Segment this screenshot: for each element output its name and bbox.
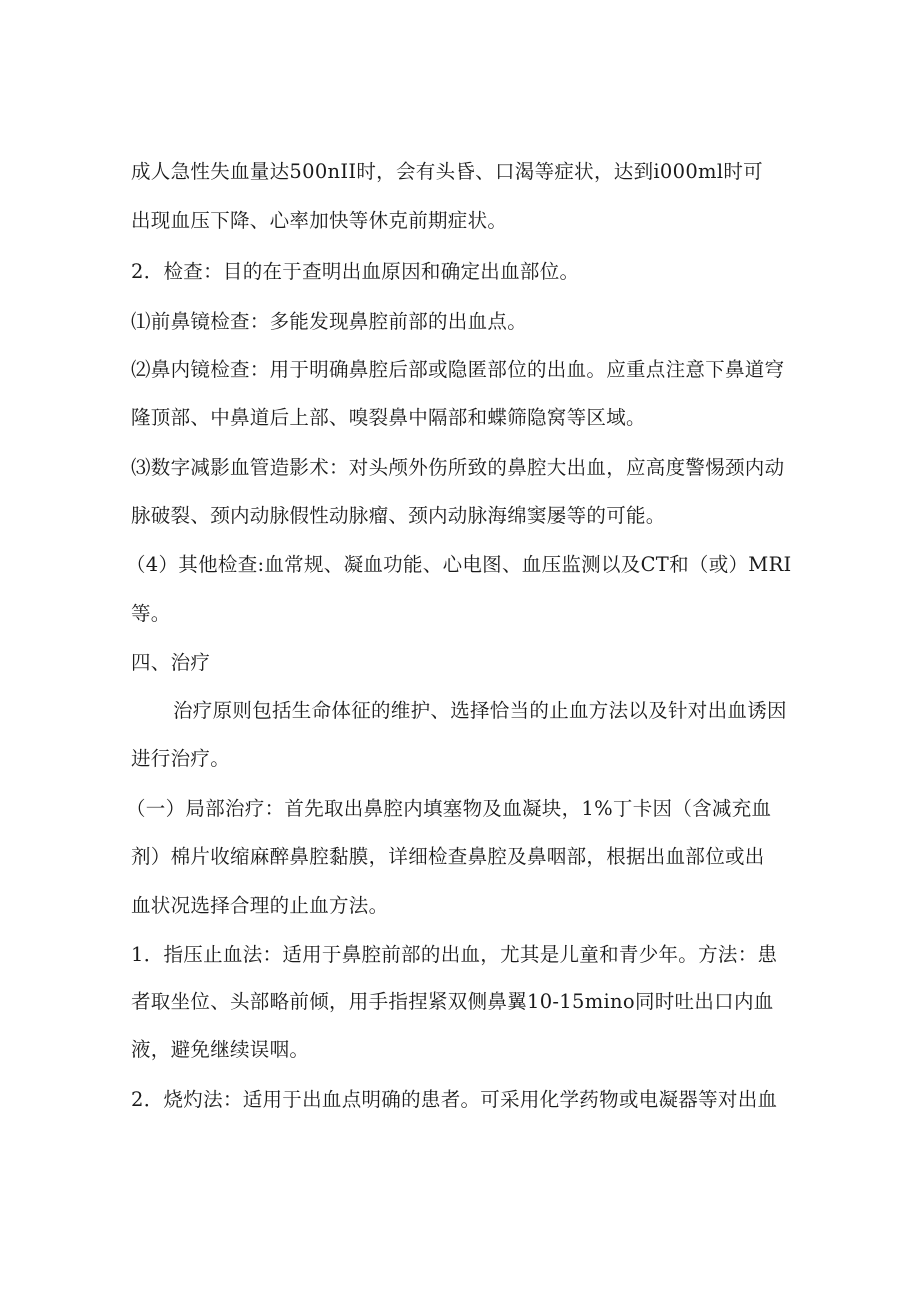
text-line: 剂）棉片收缩麻醉鼻腔黏膜，详细检查鼻腔及鼻咽部，根据出血部位或出 [131,845,765,868]
text-line: 血状况选择合理的止血方法。 [131,894,389,917]
text-line: 2．烧灼法：适用于出血点明确的患者。可采用化学药物或电凝器等对出血 [131,1088,778,1111]
text-line: 脉破裂、颈内动脉假性动脉瘤、颈内动脉海绵窦屡等的可能。 [131,504,666,527]
text-line: （一）局部治疗：首先取出鼻腔内填塞物及血凝块，1%丁卡因（含减充血 [126,797,772,820]
text-line: 隆顶部、中鼻道后上部、嗅裂鼻中隔部和蝶筛隐窝等区域。 [131,406,646,429]
text-line: 出现血压下降、心率加快等休克前期症状。 [131,209,508,232]
section-heading: 四、治疗 [131,651,211,674]
text-line: ⑴前鼻镜检查：多能发现鼻腔前部的出血点。 [131,310,528,333]
text-line: 进行治疗。 [131,747,231,770]
text-line: ⑵鼻内镜检查：用于明确鼻腔后部或隐匿部位的出血。应重点注意下鼻道穹 [131,358,785,381]
text-line: 2．检查：目的在于查明出血原因和确定出血部位。 [131,260,580,283]
text-line: 1．指压止血法：适用于鼻腔前部的出血，尤其是儿童和青少年。方法：患 [131,943,778,966]
text-line: （4）其他检查:血常规、凝血功能、心电图、血压监测以及CT和（或）MRI [126,553,792,576]
text-line: 等。 [131,602,171,625]
text-line: 成人急性失血量达500nII时，会有头昏、口渴等症状，达到i000ml时可 [131,160,763,183]
text-line: 者取坐位、头部略前倾，用手指捏紧双侧鼻翼10-15mino同时吐出口内血 [131,990,774,1013]
text-line: 液，避免继续误咽。 [131,1038,310,1061]
text-line: 治疗原则包括生命体征的维护、选择恰当的止血方法以及针对出血诱因 [173,699,787,722]
text-line: ⑶数字减影血管造影术：对头颅外伤所致的鼻腔大出血，应高度警惕颈内动 [131,456,785,479]
